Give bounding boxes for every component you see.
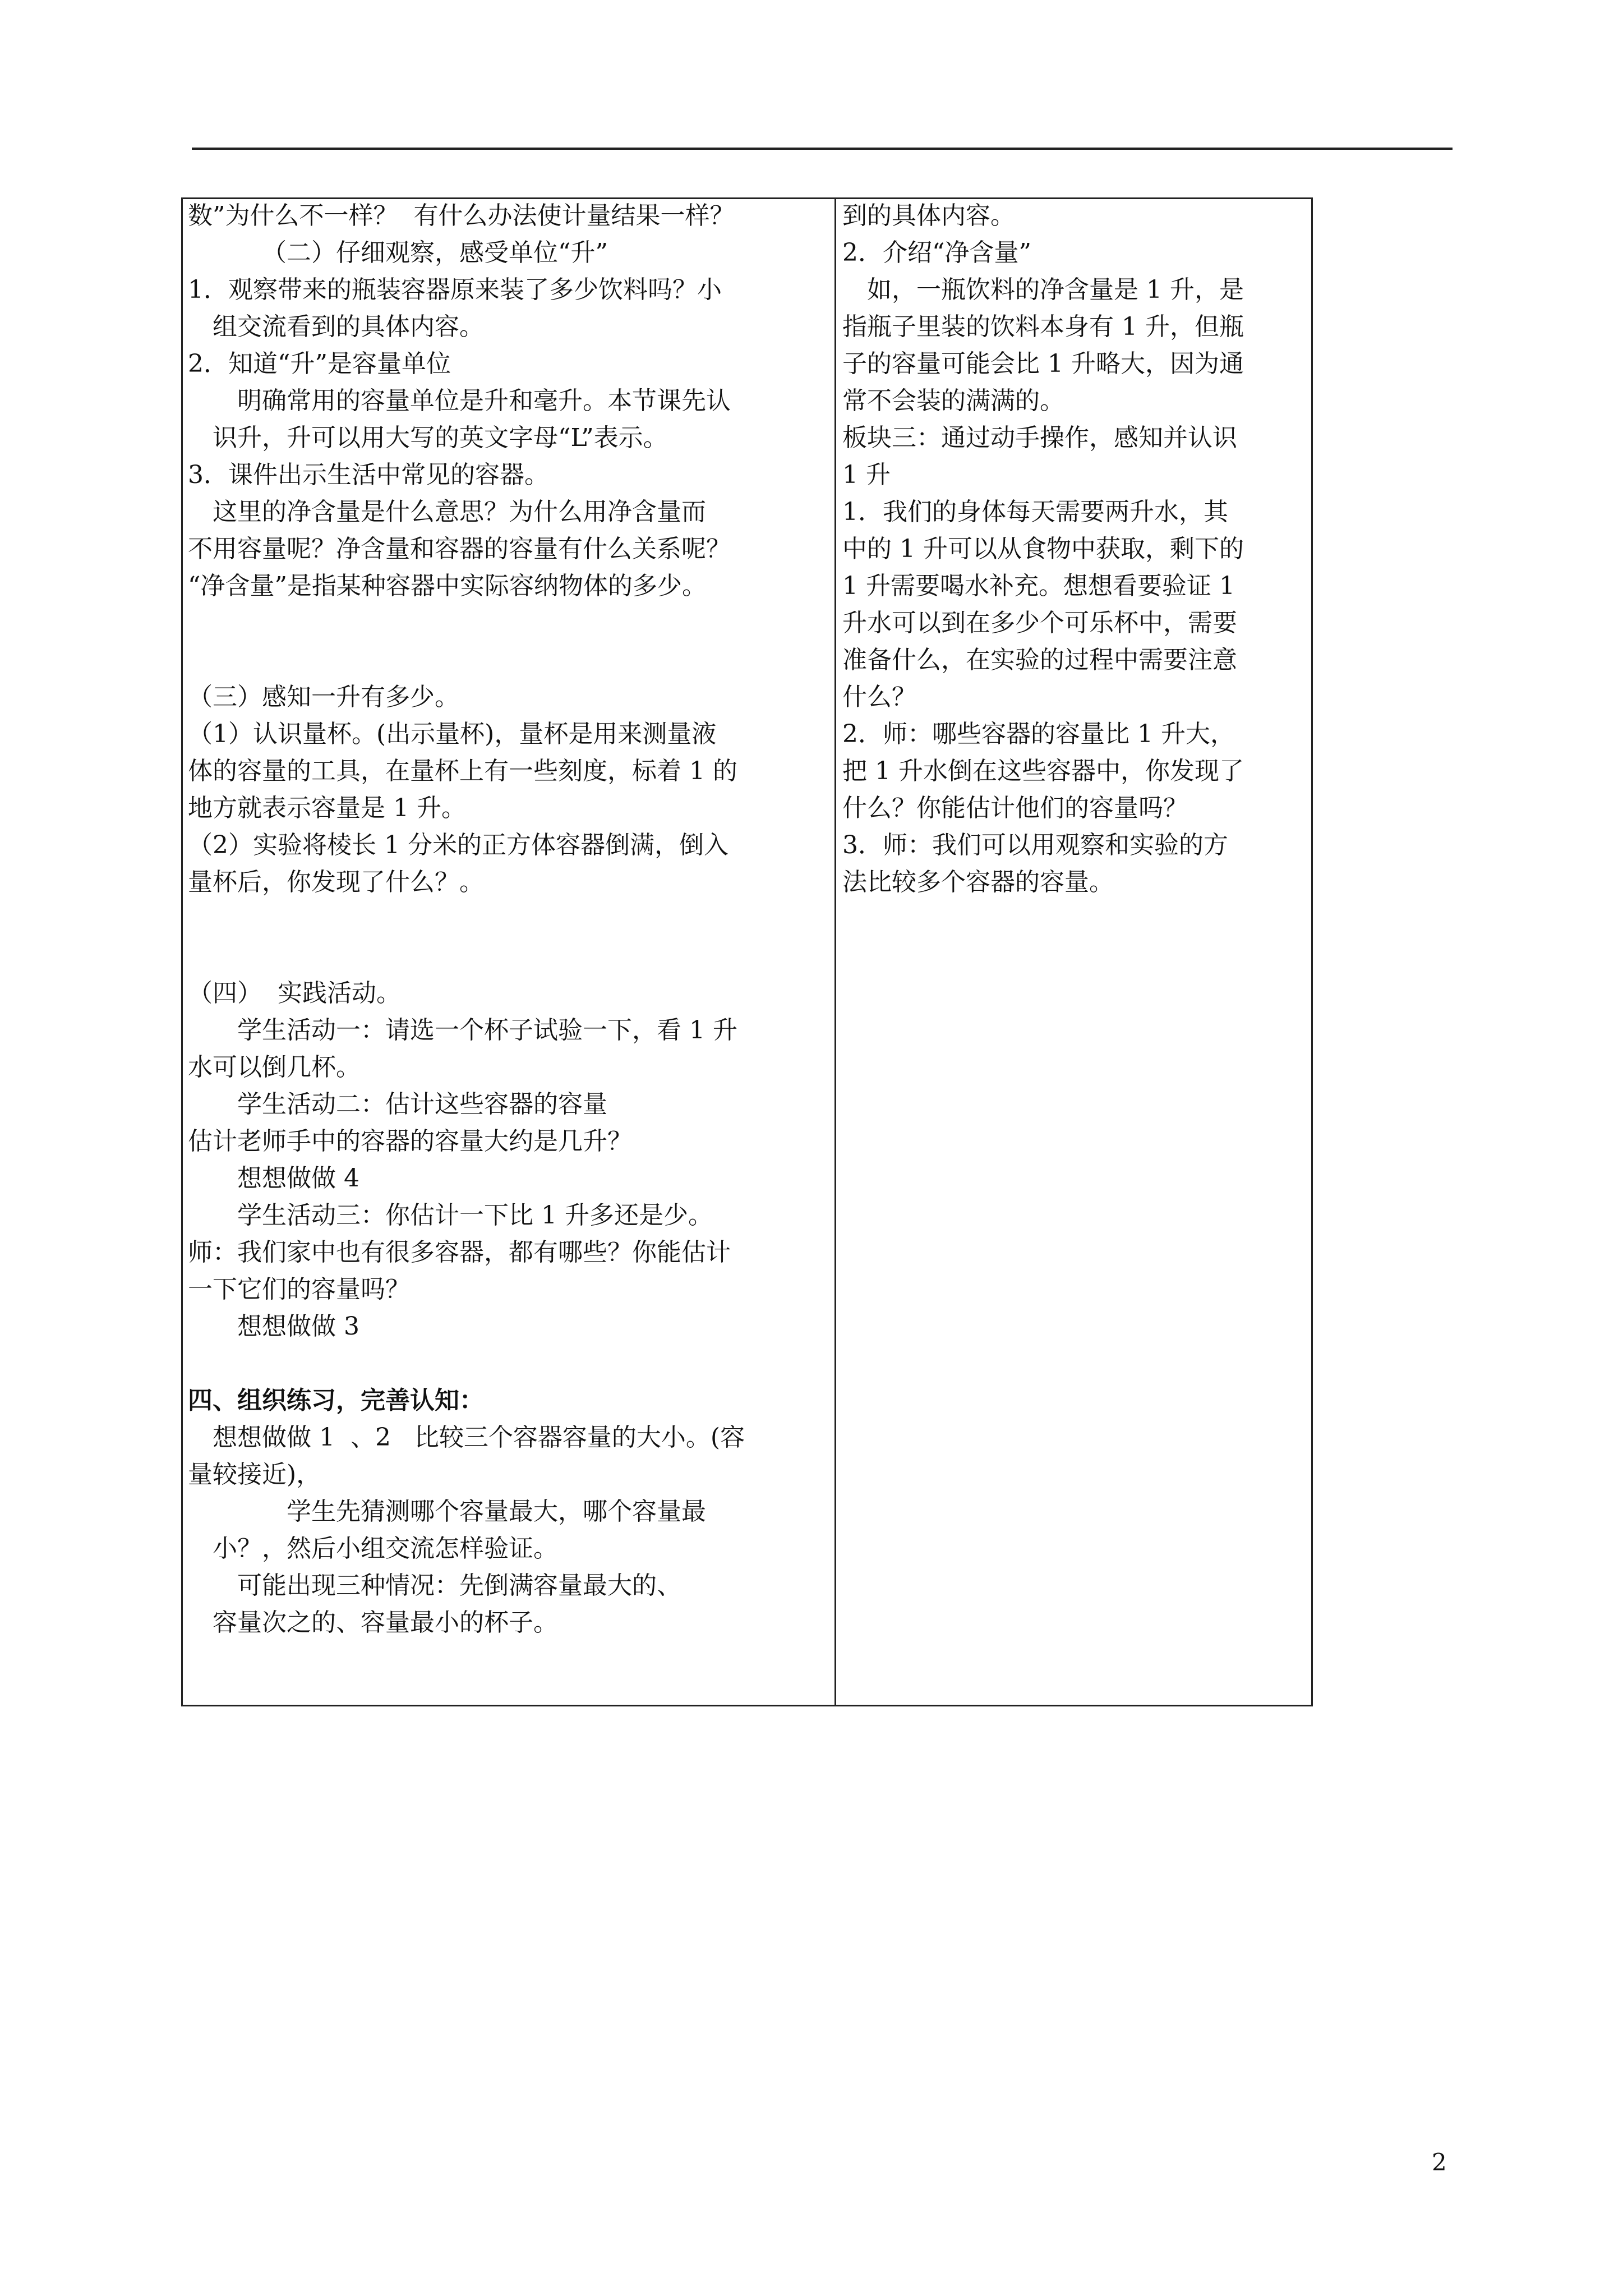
right-column-cell <box>842 197 1308 901</box>
left-column-line: 3．课件出示生活中常见的容器。 <box>188 461 549 489</box>
right-column-line: 3．师：我们可以用观察和实验的方 <box>842 831 1228 859</box>
left-column-line: 学生活动二：估计这些容器的容量 <box>237 1090 607 1119</box>
left-column-line: 组交流看到的具体内容。 <box>213 312 484 341</box>
right-column-line: 什么？你能估计他们的容量吗？ <box>842 794 1188 822</box>
left-column-line: 体的容量的工具，在量杯上有一些刻度，标着 1 的 <box>188 757 737 785</box>
left-column-line: （四） 实践活动。 <box>188 979 401 1007</box>
left-column-line <box>188 901 833 938</box>
right-column-line: 常不会装的满满的。 <box>842 386 1064 415</box>
left-column-line: 小？，然后小组交流怎样验证。 <box>213 1534 558 1563</box>
left-column-line: （2）实验将棱长 1 分米的正方体容器倒满，倒入 <box>188 831 728 859</box>
left-column-line: 想想做做 3 <box>237 1312 359 1341</box>
left-column-line: 水可以倒几杯。 <box>188 1053 361 1082</box>
right-column-line: 1．我们的身体每天需要两升水，其 <box>842 498 1228 526</box>
left-column-line: 量杯后，你发现了什么？。 <box>188 868 484 896</box>
right-column-line: 板块三：通过动手操作，感知并认识 <box>842 424 1237 452</box>
left-column-line: （1）认识量杯。(出示量杯)，量杯是用来测量液 <box>188 720 717 748</box>
left-column-line <box>188 642 833 679</box>
right-column-line: 指瓶子里装的饮料本身有 1 升，但瓶 <box>842 312 1244 341</box>
left-column-line: 想想做做 4 <box>237 1164 359 1193</box>
right-column-line: 子的容量可能会比 1 升略大，因为通 <box>842 349 1244 378</box>
right-column-line: 中的 1 升可以从食物中获取，剩下的 <box>842 535 1244 563</box>
left-column-line: 四、组织练习，完善认知： <box>188 1386 484 1415</box>
left-column-line: 估计老师手中的容器的容量大约是几升？ <box>188 1127 632 1156</box>
left-column-line: 想想做做 1 、2 比较三个容器容量的大小。(容 <box>213 1423 745 1452</box>
right-column-line: 1 升 <box>842 461 891 489</box>
right-column-line: 2．介绍“净含量” <box>842 238 1031 267</box>
left-column-line: 量较接近)， <box>188 1460 321 1489</box>
right-column-line: 法比较多个容器的容量。 <box>842 868 1114 896</box>
right-column-line: 如，一瓶饮料的净含量是 1 升，是 <box>867 275 1244 304</box>
left-column-line: 可能出现三种情况：先倒满容量最大的、 <box>237 1571 681 1600</box>
column-divider <box>834 197 836 1706</box>
left-column-line <box>188 1345 833 1382</box>
left-column-line: 地方就表示容量是 1 升。 <box>188 794 466 822</box>
left-column-line: 学生活动一：请选一个杯子试验一下，看 1 升 <box>237 1016 737 1045</box>
left-column-line: 识升，升可以用大写的英文字母“L”表示。 <box>213 424 668 452</box>
left-column-line: 数”为什么不一样？ 有什么办法使计量结果一样？ <box>188 201 735 230</box>
left-column-line: （三）感知一升有多少。 <box>188 683 459 711</box>
left-column-line: 学生先猜测哪个容量最大，哪个容量最 <box>287 1497 706 1526</box>
header-rule <box>192 148 1453 150</box>
right-column-line: 把 1 升水倒在这些容器中，你发现了 <box>842 757 1244 785</box>
right-column-line: 准备什么，在实验的过程中需要注意 <box>842 646 1237 674</box>
left-column-line: 一下它们的容量吗？ <box>188 1275 410 1304</box>
left-column-line <box>188 605 833 642</box>
left-column-line: “净含量”是指某种容器中实际容纳物体的多少。 <box>188 572 707 600</box>
left-column-line: 1．观察带来的瓶装容器原来装了多少饮料吗？小 <box>188 275 722 304</box>
page-number: 2 <box>1432 2148 1447 2176</box>
right-column-line: 2．师：哪些容器的容量比 1 升大， <box>842 720 1235 748</box>
right-column-line: 到的具体内容。 <box>842 201 1015 230</box>
left-column-line: 学生活动三：你估计一下比 1 升多还是少。 <box>237 1201 713 1230</box>
left-column-cell <box>188 197 833 1641</box>
left-column-line: 2．知道“升”是容量单位 <box>188 349 451 378</box>
right-column-line: 什么？ <box>842 683 916 711</box>
left-column-line <box>188 938 833 975</box>
left-column-line: 师：我们家中也有很多容器，都有哪些？你能估计 <box>188 1238 731 1267</box>
left-column-line: （二）仔细观察，感受单位“升” <box>262 238 608 267</box>
left-column-line: 不用容量呢？净含量和容器的容量有什么关系呢？ <box>188 535 731 563</box>
left-column-line: 容量次之的、容量最小的杯子。 <box>213 1608 558 1637</box>
right-column-line: 升水可以到在多少个可乐杯中，需要 <box>842 609 1237 637</box>
right-column-line: 1 升需要喝水补充。想想看要验证 1 <box>842 572 1235 600</box>
left-column-line: 明确常用的容量单位是升和毫升。本节课先认 <box>237 386 731 415</box>
left-column-line: 这里的净含量是什么意思？为什么用净含量而 <box>213 498 706 526</box>
